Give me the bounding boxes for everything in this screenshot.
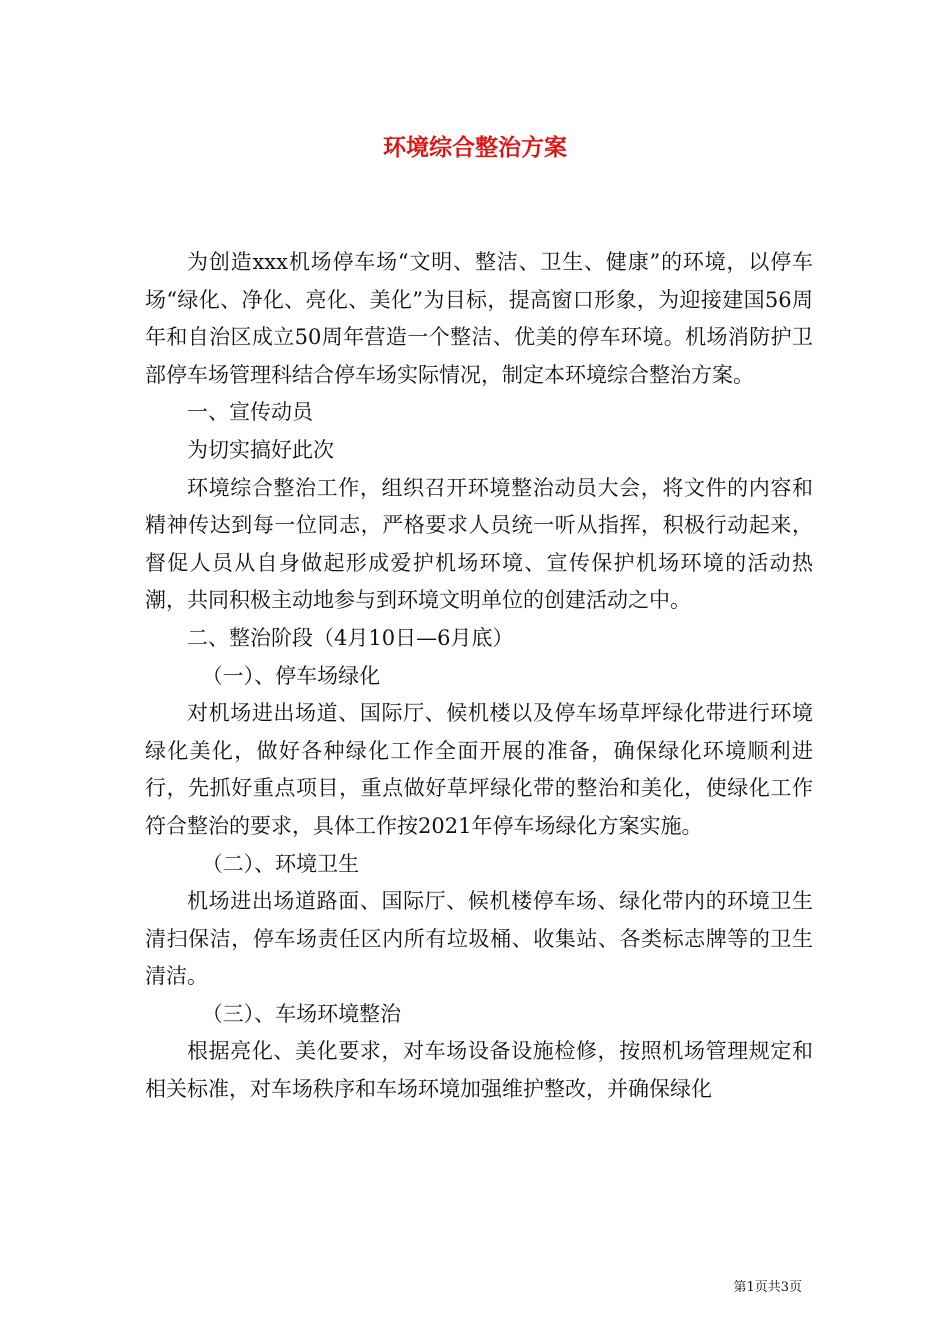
section-heading-1: 一、宣传动员 [187, 400, 313, 425]
paragraph-line: 为切实搞好此次 [187, 437, 334, 462]
document-title: 环境综合整治方案 [383, 134, 567, 161]
paragraph-rectification: 根据亮化、美化要求，对车场设备设施检修，按照机场管理规定和相关标准，对车场秩序和车场环境加强维护整改，并确保绿化 [145, 1039, 813, 1102]
subsection-heading-2: （二）、环境卫生 [201, 851, 360, 876]
page-number: 第1页共3页 [733, 1280, 802, 1295]
section-heading-2: 二、整治阶段（4月10日—6月底） [187, 625, 514, 650]
document-body [145, 244, 813, 1109]
paragraph-intro: 为创造xxx机场停车场“文明、整洁、卫生、健康”的环境，以停车场“绿化、净化、亮化、美化”为目标，提高窗口形象，为迎接建国56周年和自治区成立50周年营造一个整洁、优美的停车环境。机场消防护卫部停车场管理科结合停车场实际情况，制定本环境综合整治方案。 [145, 250, 813, 387]
paragraph-mobilization: 环境综合整治工作，组织召开环境整治动员大会，将文件的内容和精神传达到每一位同志，严格要求人员统一听从指挥，积极行动起来，督促人员从自身做起形成爱护机场环境、宣传保护机场环境的活动热潮，共同积极主动地参与到环境文明单位的创建活动之中。 [145, 475, 813, 613]
subsection-heading-3: （三）、车场环境整治 [201, 1001, 402, 1026]
subsection-heading-1: （一）、停车场绿化 [201, 663, 381, 688]
paragraph-greening: 对机场进出场道、国际厅、候机楼以及停车场草坪绿化带进行环境绿化美化，做好各种绿化工作全面开展的准备，确保绿化环境顺利进行，先抓好重点项目，重点做好草坪绿化带的整治和美化，使绿化工作符合整治的要求，具体工作按2021年停车场绿化方案实施。 [145, 701, 813, 838]
paragraph-sanitation: 机场进出场道路面、国际厅、候机楼停车场、绿化带内的环境卫生清扫保洁，停车场责任区内所有垃圾桶、收集站、各类标志牌等的卫生清洁。 [145, 889, 813, 989]
